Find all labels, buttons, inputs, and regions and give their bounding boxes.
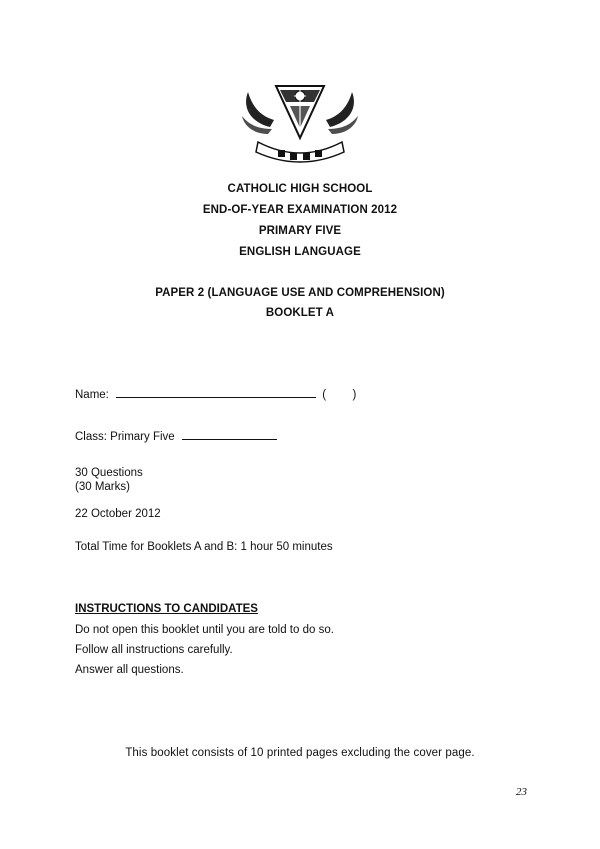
class-blank-line[interactable] — [182, 429, 277, 440]
mark-count: (30 Marks) — [75, 481, 130, 493]
crest-motto-ribbon — [256, 142, 344, 162]
name-blank-line[interactable] — [116, 387, 316, 398]
booklet-title: BOOKLET A — [265, 307, 335, 319]
instruction-item: Do not open this booklet until you are told to do so. — [75, 624, 334, 636]
register-number-paren-close: ) — [352, 389, 357, 401]
paper-title: PAPER 2 (LANGUAGE USE AND COMPREHENSION) — [155, 287, 445, 299]
school-name: CATHOLIC HIGH SCHOOL — [227, 183, 373, 195]
level-title: PRIMARY FIVE — [258, 225, 342, 237]
class-field-row — [75, 429, 277, 443]
instruction-item: Follow all instructions carefully. — [75, 644, 233, 656]
total-time: Total Time for Booklets A and B: 1 hour 50 minutes — [75, 541, 333, 553]
subject-title: ENGLISH LANGUAGE — [239, 246, 361, 258]
exam-title: END-OF-YEAR EXAMINATION 2012 — [202, 204, 398, 216]
page-count-note: This booklet consists of 10 printed pages excluding the cover page. — [125, 747, 475, 759]
instruction-item: Answer all questions. — [75, 664, 184, 676]
question-count: 30 Questions — [75, 467, 143, 479]
exam-date: 22 October 2012 — [75, 508, 161, 520]
name-label: Name: — [75, 389, 109, 401]
instructions-heading: INSTRUCTIONS TO CANDIDATES — [75, 603, 258, 615]
crest-shield — [276, 86, 324, 138]
school-crest-logo — [240, 72, 360, 172]
page-number: 23 — [516, 786, 527, 798]
name-field-row — [75, 387, 356, 401]
register-number-paren-open: ( — [322, 389, 327, 401]
class-label: Class: Primary Five — [75, 431, 175, 443]
